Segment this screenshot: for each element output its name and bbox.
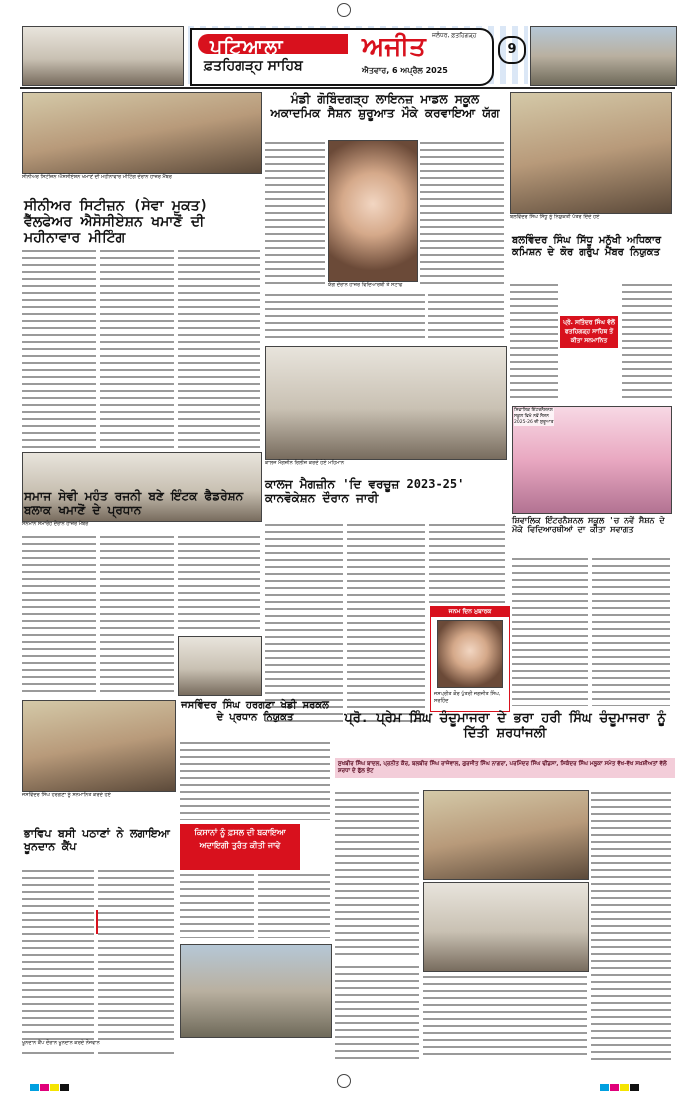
jaswinder-headline: ਜਸਵਿੰਦਰ ਸਿੰਘ ਹਰਗਣਾ ਖੇਡੀ ਸਰਕਲ ਦੇ ਪ੍ਰਧਾਨ ਨਿਯੁਕਤ — [181, 700, 329, 723]
mahant-body-col3 — [178, 534, 260, 634]
birthday-caption: ਜਸਪ੍ਰੀਤ ਕੌਰ ਪੁੱਤਰੀ ਜਗਜੀਤ ਸਿੰਘ, ਸਰਹਿੰਦ — [434, 691, 501, 704]
magazine-body-col2 — [347, 522, 425, 722]
registration-mark-icon — [337, 3, 351, 17]
jaswinder-photo-caption: ਜਸਵਿੰਦਰ ਸਿੰਘ ਹਰਗਣਾ ਨੂੰ ਸਨਮਾਨਿਤ ਕਰਦੇ ਹੋਏ — [22, 792, 111, 798]
magazine-body-col1 — [265, 522, 343, 722]
sidebar-school-caption: ਸਿਵਾਲਿਕ ਇੰਟਰਨੈਸ਼ਨਲ ਸਕੂਲ ਵਿਖੇ ਨਵੇਂ ਸੈਸ਼ਨ 2025-26 ਦੀ ਸ਼ੁਰੂਆਤ — [514, 408, 554, 425]
seniors-body-col2 — [100, 248, 174, 448]
jaswinder-body — [180, 740, 330, 820]
district-name: ਫ਼ਤਹਿਗੜ੍ਹ ਸਾਹਿਬ — [204, 58, 303, 74]
magazine-photo — [265, 346, 507, 460]
tribute-body-col4 — [423, 974, 587, 1060]
mahant-body-col1 — [22, 534, 96, 694]
seniors-photo-caption: ਸੀਨੀਅਰ ਸਿਟੀਜ਼ਨ ਐਸੋਸੀਏਸ਼ਨ ਖਮਾਣੋਂ ਦੀ ਮਹੀਨਾਵਾਰ ਮੀਟਿੰਗ ਦੌਰਾਨ ਹਾਜ਼ਰ ਮੈਂਬਰ — [22, 174, 172, 180]
tribute-headline: ਪ੍ਰੋ. ਪ੍ਰੇਮ ਸਿੰਘ ਚੰਦੂਮਾਜਰਾ ਦੇ ਭਰਾ ਹਰੀ ਸਿੰਘ ਚੰਦੂਮਾਜਰਾ ਨੂੰ ਦਿੱਤੀ ਸ਼ਰਧਾਂਜਲੀ — [344, 711, 666, 741]
blood-camp-headline: ਭਾਵਿਪ ਬਸੀ ਪਠਾਣਾਂ ਨੇ ਲਗਾਇਆ ਖੂਨਦਾਨ ਕੈਂਪ — [24, 827, 170, 853]
blood-camp-body-col1 — [22, 868, 94, 1058]
tribute-body-col1 — [335, 790, 419, 960]
region-note: ਜਲੰਧਰ, ਫ਼ਤਹਿਗੜ੍ਹ — [432, 32, 477, 39]
issue-date: ਐਤਵਾਰ, 6 ਅਪ੍ਰੈਲ 2025 — [362, 66, 448, 75]
sidebar-school-body-col2 — [592, 556, 670, 706]
mahant-headline: ਸਮਾਜ ਸੇਵੀ ਮਹੰਤ ਰਜਨੀ ਬਣੇ ਇੰਟਕ ਫੈਡਰੇਸ਼ਨ ਬਲਾਕ ਖਮਾਣੋਂ ਦੇ ਪ੍ਰਧਾਨ — [24, 489, 244, 517]
school-body-col4 — [428, 292, 504, 342]
school-body-col1 — [265, 140, 325, 288]
tribute-body-col3 — [335, 964, 419, 1060]
seniors-headline: ਸੀਨੀਅਰ ਸਿਟੀਜ਼ਨ (ਸੇਵਾ ਮੁਕਤ) ਵੈੱਲਫੇਅਰ ਐਸੋਸੀਏਸ਼ਨ ਖਮਾਣੋਂ ਦੀ ਮਹੀਨਾਵਾਰ ਮੀਟਿੰਗ — [24, 198, 209, 247]
page-number: 9 — [498, 36, 526, 64]
blood-camp-body-col2 — [98, 868, 174, 1058]
magazine-body-col3 — [429, 522, 505, 604]
masthead-monument-photo — [530, 26, 677, 86]
school-body-col2 — [420, 140, 504, 288]
masthead-divider — [20, 87, 675, 89]
tribute-photo-2 — [423, 882, 589, 972]
print-color-bar — [30, 1076, 70, 1095]
jaswinder-photo — [22, 700, 176, 792]
school-body-col3 — [265, 292, 425, 342]
farmers-photo — [180, 944, 332, 1038]
birthday-photo — [437, 620, 503, 688]
magazine-headline: ਕਾਲਜ ਮੈਗਜ਼ੀਨ 'ਦਿ ਵਰਚੂਜ਼ 2023-25' ਕਾਨਵੋਕੇਸ਼ਨ ਦੌਰਾਨ ਜਾਰੀ — [265, 477, 465, 505]
masthead-building-photo — [22, 26, 184, 86]
blood-camp-photo-caption: ਖੂਨਦਾਨ ਕੈਂਪ ਦੌਰਾਨ ਖੂਨਦਾਨ ਕਰਦੇ ਨੌਜਵਾਨ — [22, 1040, 174, 1047]
seniors-body-col1 — [22, 248, 96, 448]
birthday-box — [430, 606, 510, 712]
brand-logo: ਅਜੀਤ — [362, 32, 426, 62]
tribute-body-col2 — [591, 790, 671, 1060]
balwinder-photo — [510, 92, 672, 214]
farmers-box: ਕਿਸਾਨਾਂ ਨੂੰ ਫ਼ਸਲ ਦੀ ਬਕਾਇਆ ਅਦਾਇਗੀ ਤੁਰੰਤ ਕੀਤੀ ਜਾਵੇ — [180, 824, 300, 870]
masthead-title-box — [190, 28, 494, 86]
seniors-photo — [22, 92, 262, 174]
school-headline: ਮੰਡੀ ਗੋਬਿੰਦਗੜ੍ਹ ਲਾਇਨਜ਼ ਮਾਡਲ ਸਕੂਲ ਅਕਾਦਮਿਕ ਸੈਸ਼ਨ ਸ਼ੁਰੂਆਤ ਮੌਕੇ ਕਰਵਾਇਆ ਯੱਗ — [270, 92, 500, 120]
sidebar-school-body-col1 — [512, 556, 588, 706]
balwinder-headline: ਬਲਵਿੰਦਰ ਸਿੰਘ ਸਿੱਧੂ ਮਨੁੱਖੀ ਅਧਿਕਾਰ ਕਮਿਸ਼ਨ ਦੇ ਕੋਰ ਗਰੁੱਪ ਮੈਂਬਰ ਨਿਯੁਕਤ — [512, 235, 662, 258]
yagya-photo-caption: ਯੱਗ ਦੌਰਾਨ ਹਾਜ਼ਰ ਵਿਦਿਆਰਥੀ ਤੇ ਸਟਾਫ — [328, 282, 403, 288]
farmers-body-col2 — [258, 872, 330, 938]
city-name: ਪਟਿਆਲਾ — [210, 36, 284, 58]
sidebar-school-headline: ਸ਼ਿਵਾਲਿਕ ਇੰਟਰਨੈਸ਼ਨਲ ਸਕੂਲ 'ਚ ਨਵੇਂ ਸੈਸ਼ਨ ਦੇ ਮੌਕੇ ਵਿਦਿਆਰਥੀਆਂ ਦਾ ਕੀਤਾ ਸਵਾਗਤ — [512, 516, 665, 535]
registration-mark-icon — [337, 1074, 351, 1088]
balwinder-photo-caption: ਬਲਵਿੰਦਰ ਸਿੰਘ ਸਿੱਧੂ ਨੂੰ ਨਿਯੁਕਤੀ ਪੱਤਰ ਦਿੰਦੇ ਹੋਏ — [510, 214, 600, 220]
yagya-photo — [328, 140, 418, 282]
magazine-photo-caption: ਕਾਲਜ ਮੈਗਜ਼ੀਨ ਰਿਲੀਜ਼ ਕਰਦੇ ਹੋਏ ਮਹਿਮਾਨ — [265, 460, 344, 466]
promo-box: ਪ੍ਰੋ. ਸਤਿੰਦਰ ਸਿੰਘ ਵੱਲੋਂ ਫਤਹਿਗੜ੍ਹ ਸਾਹਿਬ ਤੋਂ ਕੀਤਾ ਸਨਮਾਨਿਤ — [560, 316, 618, 348]
farmers-body-col1 — [180, 872, 254, 938]
mahant-body-col2 — [100, 534, 174, 694]
balwinder-body-col1 — [510, 282, 558, 402]
seniors-body-col3 — [178, 248, 260, 448]
print-color-bar-right — [600, 1076, 640, 1095]
balwinder-body-col2 — [622, 282, 672, 402]
group-photo-caption: ਸਨਮਾਨ ਸਮਾਰੋਹ ਦੌਰਾਨ ਹਾਜ਼ਰ ਮੈਂਬਰ — [22, 521, 89, 527]
mahant-photo — [178, 636, 262, 696]
birthday-title: ਜਨਮ ਦਿਨ ਮੁਬਾਰਕ — [431, 607, 509, 617]
tribute-subhead: ਸੁਖਬੀਰ ਸਿੰਘ ਬਾਦਲ, ਪ੍ਰਨੀਤ ਕੌਰ, ਬਲਬੀਰ ਸਿੰਘ ਰਾਜੇਵਾਲ, ਗੁਰਜੀਤ ਸਿੰਘ ਨਾਗਰਾ, ਪਰਮਿੰਦਰ ਸਿੰਘ ਢੀਂਡਸਾ, ਸਿਕੰਦਰ ਸਿੰਘ ਮਲੂਕਾ ਸਮੇਤ ਵੱਖ-ਵੱਖ ਸਖ਼ਸ਼ੀਅਤਾਂ ਵੱਲੋਂ ਸ਼ਰਧਾ ਦੇ ਫੁੱਲ ਭੇਟ — [335, 758, 675, 778]
tribute-photo-1 — [423, 790, 589, 880]
